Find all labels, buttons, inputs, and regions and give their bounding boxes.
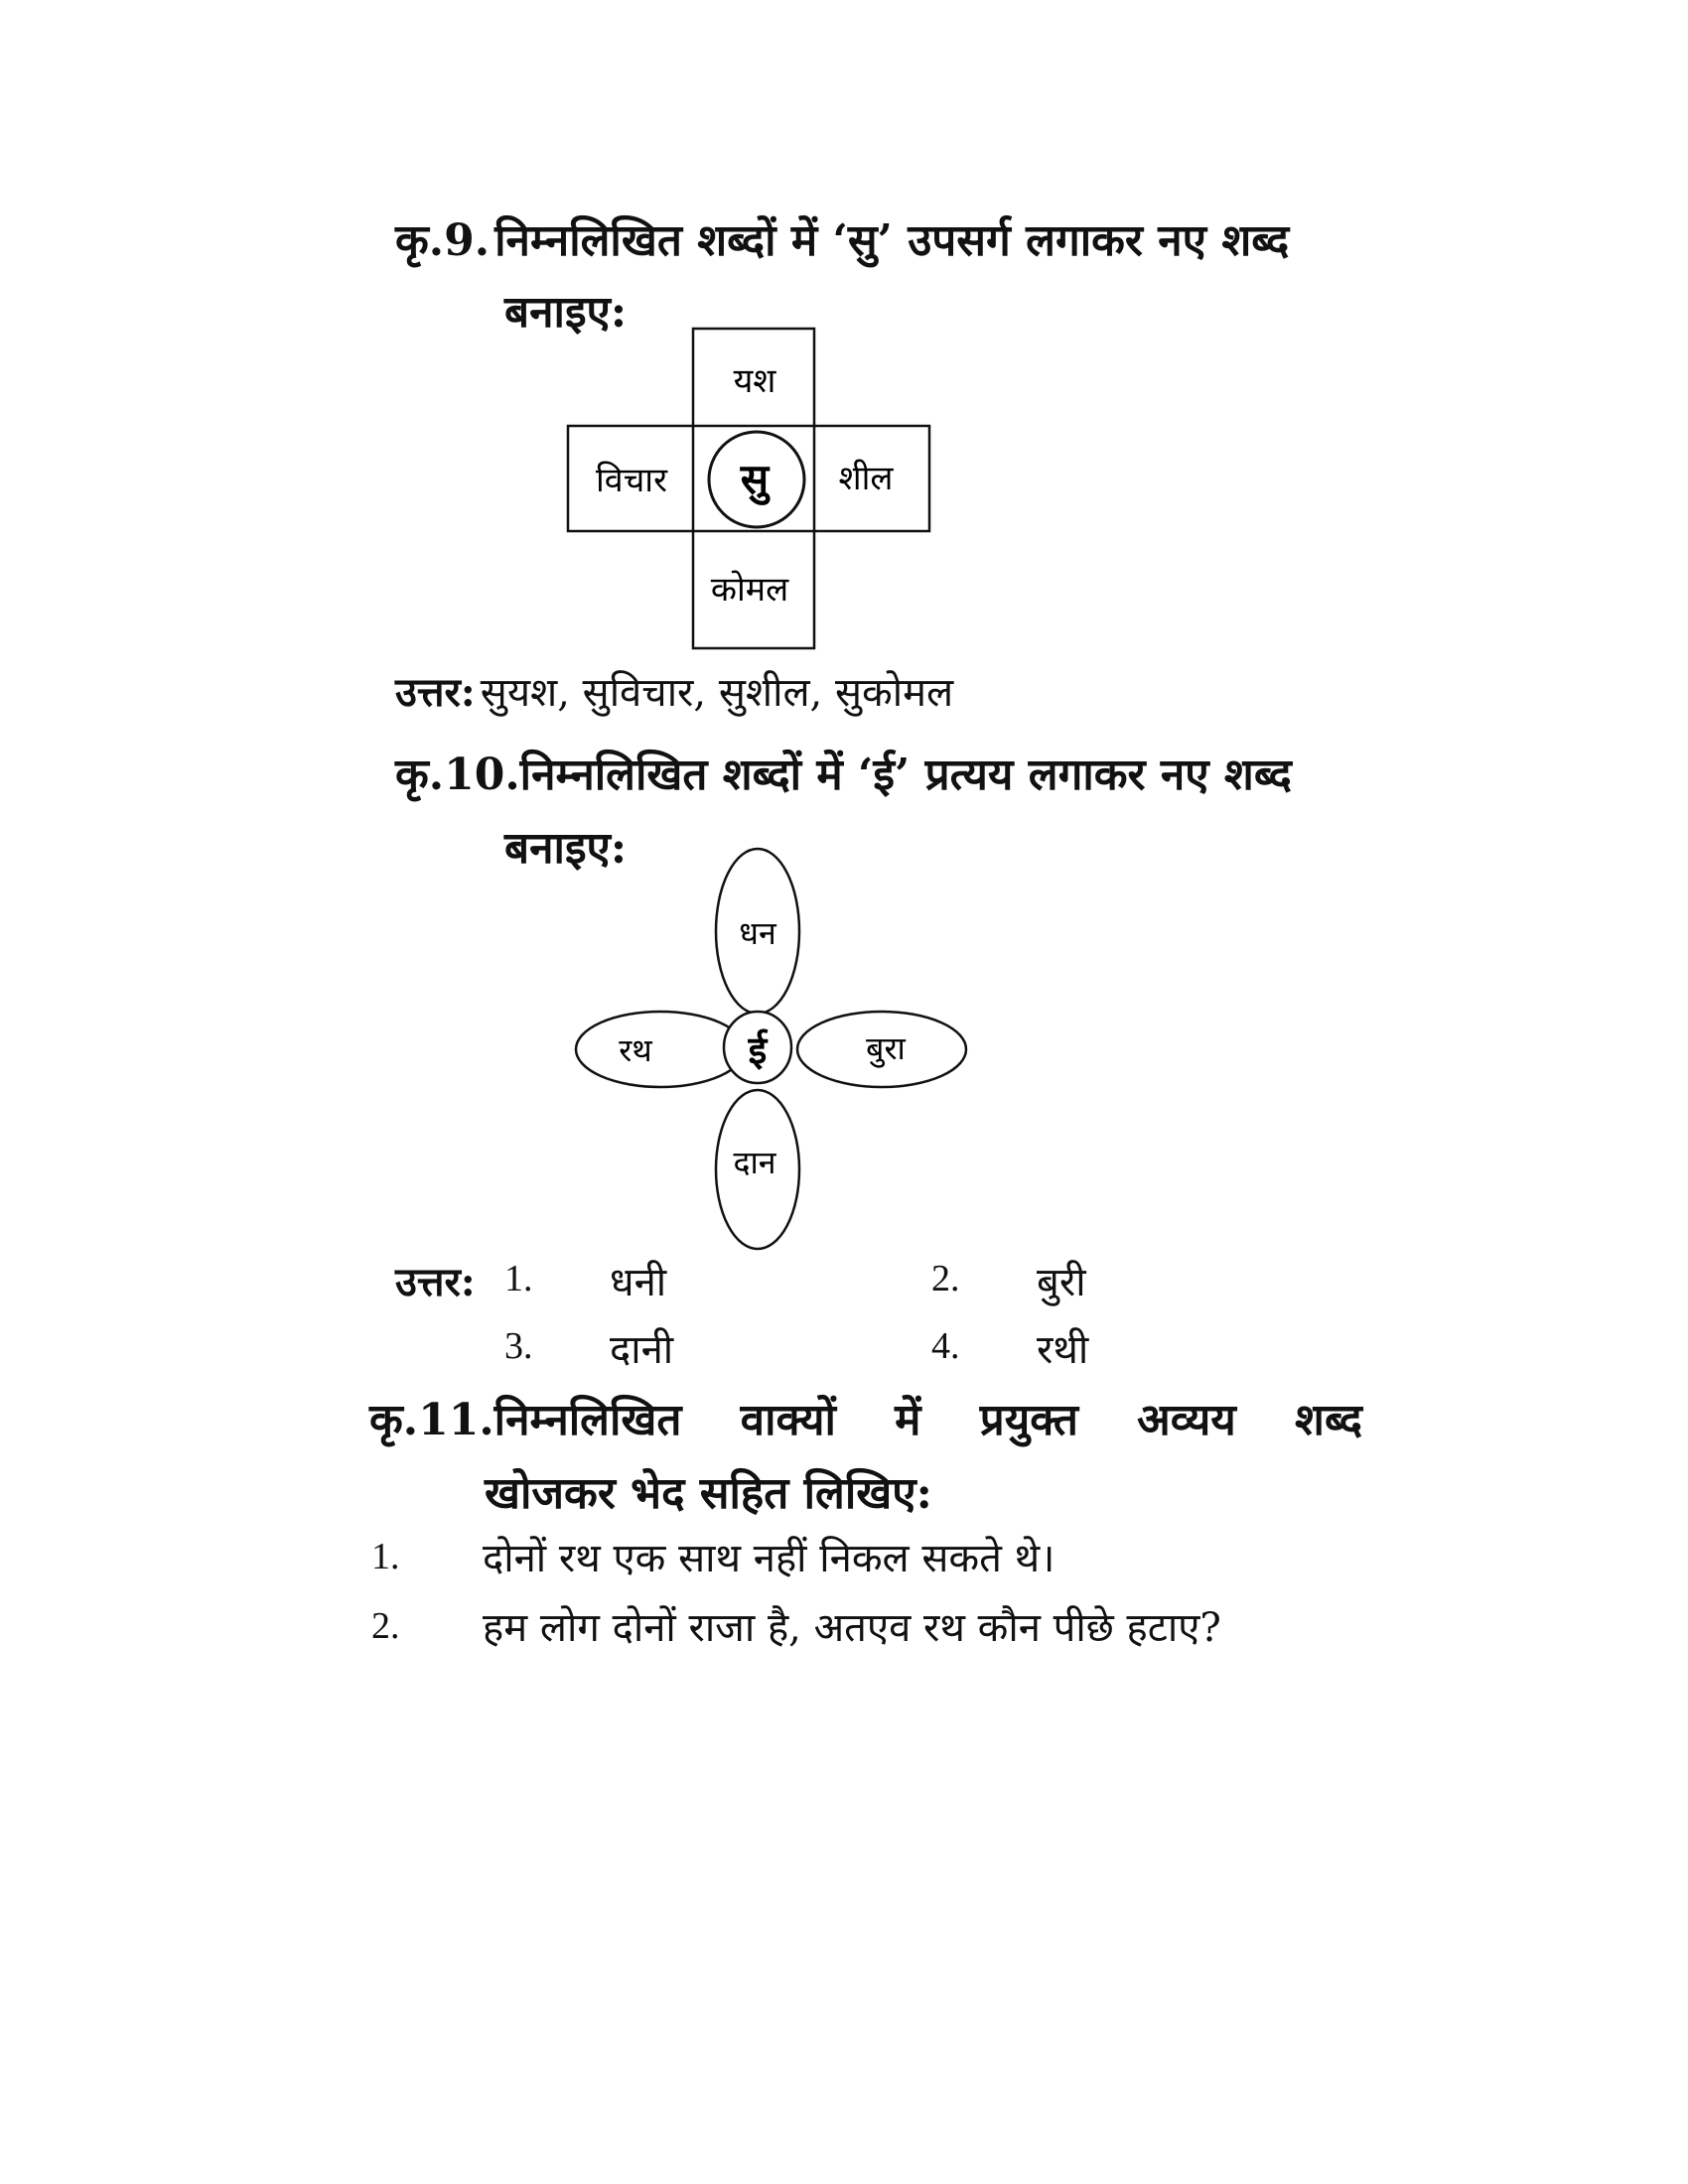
q10-answer-num-4: 4. — [931, 1325, 960, 1367]
q10-suffix-diagram — [546, 839, 973, 1256]
q10-answer-word-3: दानी — [610, 1327, 674, 1373]
q9-answer-text: सुयश, सुविचार, सुशील, सुकोमल — [480, 670, 954, 716]
q11-item-num-2: 2. — [371, 1605, 400, 1647]
q9-answer — [395, 663, 953, 718]
q11-word-2: वाक्यों — [740, 1395, 836, 1445]
q10-instruction-line1: निम्नलिखित शब्दों में ‘ई’ प्रत्यय लगाकर नए शब्द — [519, 750, 1292, 800]
q9-number: कृ.9. — [395, 215, 491, 266]
q11-number: कृ.11. — [369, 1395, 494, 1445]
q10-answer-num-1: 1. — [504, 1258, 533, 1299]
q11-word-3: में — [895, 1395, 921, 1445]
q10-word-bottom: दान — [733, 1144, 776, 1181]
q10-center-suffix: ई — [748, 1028, 768, 1072]
q10-answer-num-3: 3. — [504, 1325, 533, 1367]
q10-word-left: रथ — [619, 1031, 652, 1069]
q11-word-1: निम्नलिखित — [493, 1395, 682, 1445]
q9-prefix-diagram — [556, 323, 943, 655]
q10-answer-label: उत्तर: — [395, 1259, 476, 1305]
q11-item-num-1: 1. — [371, 1536, 400, 1577]
q10-answer-word-1: धनी — [610, 1260, 667, 1305]
q11-word-4: प्रयुक्त — [979, 1395, 1078, 1445]
q9-word-right: शील — [838, 459, 894, 498]
q9-word-bottom: कोमल — [710, 570, 789, 610]
q9-word-left: विचार — [595, 461, 668, 500]
q9-answer-label: उत्तर: — [395, 669, 476, 716]
q9-heading — [395, 208, 1289, 268]
q10-answer-word-4: रथी — [1037, 1327, 1089, 1373]
q9-instruction-line1: निम्नलिखित शब्दों में ‘सु’ उपसर्ग लगाकर नए शब्द — [494, 215, 1290, 266]
q9-center-prefix: सु — [740, 455, 770, 503]
q10-answer-word-2: बुरी — [1037, 1260, 1086, 1305]
q11-item-text-1: दोनों रथ एक साथ नहीं निकल सकते थे। — [483, 1536, 1055, 1581]
q10-word-right: बुरा — [866, 1029, 906, 1067]
q10-petal-left — [576, 1012, 745, 1087]
q9-instruction-line2: बनाइए: — [504, 287, 628, 338]
q10-word-top: धन — [739, 914, 776, 952]
q11-instruction-line2: खोजकर भेद सहित लिखिए: — [485, 1468, 932, 1519]
q10-answer-num-2: 2. — [931, 1258, 960, 1299]
q9-word-top: यश — [733, 361, 776, 401]
q11-word-6: शब्द — [1295, 1395, 1362, 1445]
q11-heading — [369, 1388, 1362, 1447]
q11-item-text-2: हम लोग दोनों राजा है, अतएव रथ कौन पीछे हटाए? — [483, 1605, 1221, 1651]
q10-instruction-line2: बनाइए: — [504, 823, 628, 874]
q10-heading — [395, 743, 1292, 802]
q10-number: कृ.10. — [395, 750, 520, 800]
q11-word-5: अव्यय — [1137, 1395, 1236, 1445]
